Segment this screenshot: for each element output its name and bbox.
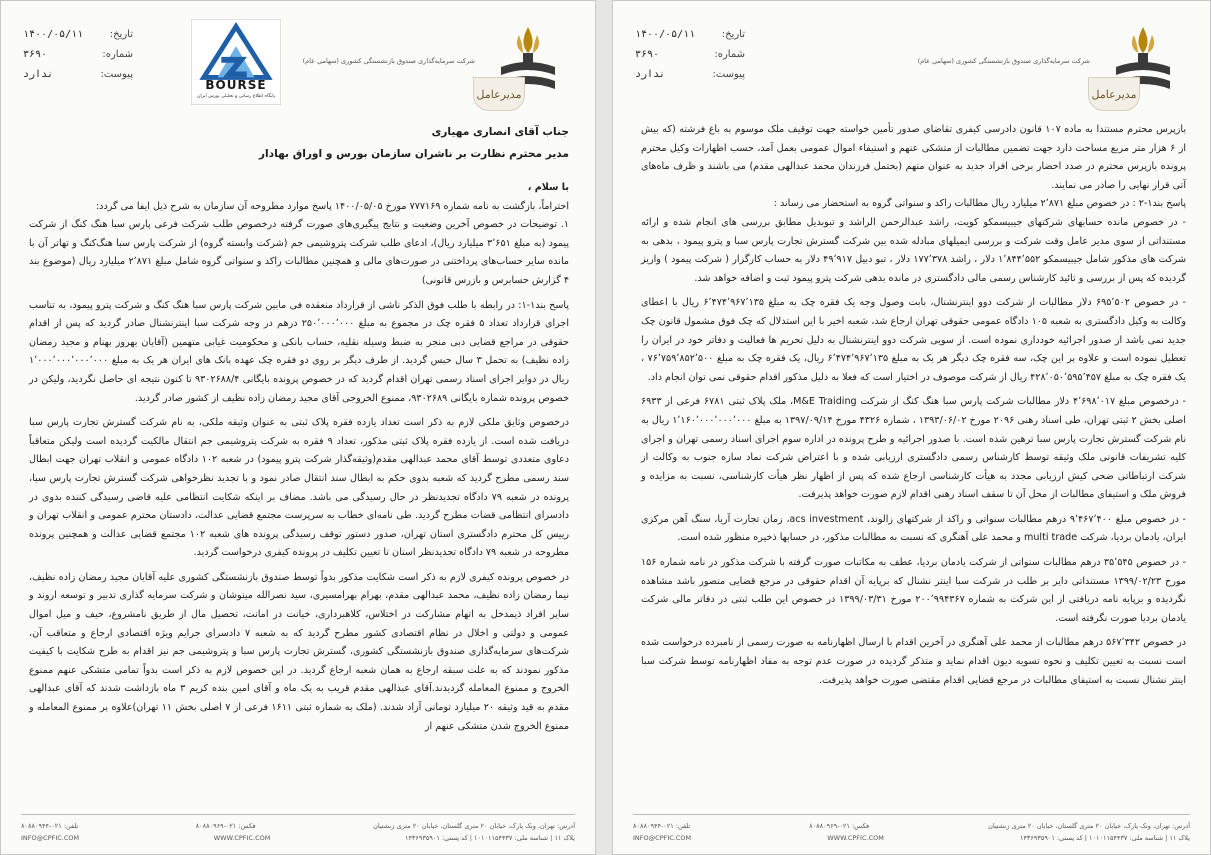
paragraph: پاسخ بند۱-۱: در رابطه با طلب فوق الذکر ناشی از قرارداد منعقده فی مابین شرکت پارس سبا هنگ کنگ و شرکت پترو پیمود، به تناسب اجرای قرارداد تعداد ۵ فقره چک در مجموع به مبلغ ۲۵۰٬۰۰۰٬۰۰۰ درهم در وجه شرکت سبا اینترنشنال صادر گردید که پس از اقدام حقوقی در مراجع قضایی دبی منجر به ضبط وسیله نقلیه، حساب بانکی و محکومیت غیابی متهمین (آقایان بهروز بهنام و مجید رمضان زاده نظیف) به تحمل ۳ سال حبس گردید. از طرف دیگر بر روی دو فقره چک عهده بانک های ایران هر یک به مبلغ ۱٬۰۰۰٬۰۰۰٬۰۰۰٬۰۰۰ ریال در دوایر اجرای اسناد رسمی تهران اقدام گردید که در خصوص پرونده بایگانی ۹۳۰۲۶۸۸/۴ تا کنون نتیجه ای حاصل نگردید، ولیکن در خصوص پرونده شماره بایگانی ۹۳۰۲۶۸۹، ممنوع الخروجی آقای مجید رمضان زاده نظیف از کشور صادر گردید. bbox=[29, 299, 570, 404]
ceo-badge: مدیرعامل bbox=[473, 77, 525, 111]
greeting: با سلام ، bbox=[527, 182, 569, 193]
footer-email: INFO@CPFIC.COM bbox=[21, 834, 80, 842]
footer-fax: فکس: ۰۲۱-۸۰۸۸۰۹۶۹ bbox=[195, 822, 256, 830]
date-label: تاریخ: bbox=[721, 29, 745, 40]
date-label: تاریخ: bbox=[109, 29, 133, 40]
date-value: ۱۴۰۰/۰۵/۱۱ bbox=[23, 29, 84, 40]
footer-web: WWW.CPFIC.COM bbox=[827, 834, 884, 842]
recipient-name: جناب آقای انصاری مهیاری bbox=[431, 126, 569, 138]
footer-plate: پلاک ۱۱ | شناسه ملی: ۱۰۱۰۱۱۵۴۴۳۷ | کد پستی: ۱۴۳۶۹۳۵۹۰۱ bbox=[1019, 834, 1190, 842]
paragraph: - درخصوص مبلغ ۴٬۶۹۸٬۰۱۷ دلار مطالبات شرکت پارس سبا هنگ کنگ از شرکت M&E Traiding، ملک پلاک ثبتی ۶۷۸۱ فرعی از ۶۹۳۳ اصلی بخش ۲ ثبتی تهران، طی اسناد رهنی ۲۰۹۶ مورخ ۱۳۹۳/۰۶/۰۲ ، شماره ۴۳۲۶ مورخ ۱۳۹۷/۰۹/۱۴ به مبلغ ۱٬۱۶۰٬۰۰۰٬۰۰۰٬۰۰۰ ریال به نام شرکت گسترش تجارت پارس سبا ترهین شده است. با صدور اجرائیه و طرح پرونده در اداره سوم اجرای اسناد رسمی تهران و اجرای کلیه تشریفات قانونی ملک وثیقه توسط کارشناس رسمی دادگستری ارزیابی شده و با اعتراض شرکت نماد سازه جنوب به وکالت از شرکت ارتباطاتی ضحی کیش ارزیابی مجدد به هیأت کارشناسی ارجاع شده که پس از اظهار نظر هیأت کارشناسی، نسبت به مزایده و فروش ملک و استیفای مطالبات از محل آن تا سقف اسناد رهنی اقدام لازم صورت خواهد پذیرفت. bbox=[641, 396, 1186, 501]
footer-address: آدرس: تهران، ونک پارک، خیابان ۲۰ متری گلستان، خیابان ۲۰ متری زنشتیان bbox=[373, 822, 575, 830]
letter-body bbox=[641, 121, 1186, 690]
attachment-label: پیوست: bbox=[100, 69, 133, 80]
letter-meta bbox=[635, 25, 745, 85]
paragraph: احتراماً، بازگشت به نامه شماره ۷۷۷۱۶۹ مورخ ۱۴۰۰/۰۵/۰۵ پاسخ موارد مطروحه آن سازمان به شرح ذیل ایفا می گردد: bbox=[95, 200, 569, 212]
date-value: ۱۴۰۰/۰۵/۱۱ bbox=[635, 29, 696, 40]
number-value: ۳۶۹۰ bbox=[23, 49, 48, 60]
company-name: شرکت سرمایه‌گذاری صندوق بازنشستگی کشوری (سهامی عام) bbox=[302, 57, 475, 65]
paragraph: در خصوص ۵۶۷٬۳۴۲ درهم مطالبات از محمد علی آهنگری در آخرین اقدام با ارسال اظهارنامه به صورت رسمی از نامبرده درخواست شده است نسبت به تعیین تکلیف و نحوه تسویه دیون اقدام نماید و متذکر گردیده در صورت عدم توجه به مفاد اظهارنامه توسط شرکت سبا اینتر نشنال نسبت به استیفای مطالبات در مرجع قضایی اقدام مقتضی صورت خواهد پذیرفت. bbox=[641, 637, 1187, 686]
footer-fax: فکس: ۰۲۱-۸۰۸۸۰۹۶۹ bbox=[809, 822, 870, 830]
ceo-badge: مدیرعامل bbox=[1088, 77, 1140, 111]
attachment-value: ندارد bbox=[635, 69, 666, 80]
letter-meta bbox=[23, 25, 133, 85]
company-name: شرکت سرمایه‌گذاری صندوق بازنشستگی کشوری (سهامی عام) bbox=[917, 57, 1090, 65]
letter-footer bbox=[633, 814, 1190, 844]
attachment-label: پیوست: bbox=[712, 69, 745, 80]
number-value: ۳۶۹۰ bbox=[635, 49, 660, 60]
paragraph: بازپرس محترم مستندا به ماده ۱۰۷ قانون دادرسی کیفری تقاضای صدور تأمین خواسته جهت توقیف ملک موسوم به باغ فرشته (که بیش از ۶ هزار متر مربع مساحت دارد جهت تضمین مطالبات از متشکی عنهم و استیفاء اموال عمومی بعمل آمد، حسب اظهارات وکیل محترم پرونده بازپرس محترم در صدد احضار برخی افراد جدید به عنوان متهم (بحتمل فرزندان محمد عبدالهی مقدم) می باشند و ظرف ماه‌های آتی قرار نهایی را صادر می نمایند. bbox=[641, 124, 1186, 191]
paragraph: پاسخ بند۱-۲ : در خصوص مبلغ ۲٬۸۷۱ میلیارد ریال مطالبات راکد و سنواتی گروه به استحضار می رساند : bbox=[773, 198, 1186, 210]
bourse-wordmark: BOURSE bbox=[205, 78, 267, 92]
letter-page-2 bbox=[0, 0, 596, 855]
attachment-value: ندارد bbox=[23, 69, 54, 80]
paragraph: - در خصوص مانده حسابهای شرکتهای جیبیسمکو کویت، راشد عبدالرحمن الراشد و تبوبدیل مطابق بررسی های انجام شده و ارائه مستنداتی از سوی مدیر عامل وقت شرکت و بررسی ایمیلهای مبادله شده بین شرکت گسترش تجارت پارس سبا و پترو پیمود ، بدهی به شرکت های مذکور شامل جیبیسمکو ۱٬۸۴۴٬۵۵۲ دلار ، راشد ۱۷۷٬۳۷۸ دلار ، تبو دبیل ۴۹٬۹۱۷ دلار به حساب کارگزار ( شرکت پیمود ) واریز گردیده که پس از بررسی و تائید کارشناس رسمی مالی دادگستری در مانده بدهی شرکت پترو پیمود ثبت و اضافه خواهد شد. bbox=[641, 216, 1187, 284]
footer-phone: تلفن: ۰۲۱-۸۰۸۸۰۹۴۴ bbox=[633, 822, 691, 830]
paragraph: درخصوص وثایق ملکی لازم به ذکر است تعداد یازده فقره پلاک ثبتی به عنوان وثیقه ملکی، به نام شرکت گسترش تجارت پارس سبا دریافت شده است. از یازده فقره پلاک ثبتی مذکور، تعداد ۹ فقره به شرکت پتروشیمی جم انتقال مالکیت گردیده است ولیکن متعاقباً دعاوی متعددی توسط آقای محمد عبدالهی مقدم(وثیقه‌گذار شرکت پترو پیمود) در شعبه ۱۰۲ دادگاه عمومی و انقلاب تهران جهت ابطال سند رسمی مطرح گردید که شعبه بدوی حکم به ابطال سند انتقال صادر نمود و با تجدید نظرخواهی شرکت گسترش تجارت پارس سبا، پرونده در شعبه ۷۹ دادگاه تجدیدنظر در حال رسیدگی می باشد. مضاف بر اینکه شکایت انتظامی علیه قاضی رسیدگی کننده بدوی در دادسرای انتظامی قضات مطرح گردید. طی نامه‌ای خطاب به سرپرست مجتمع قضایی عدالت، دادستان محترم عمومی و انقلاب تهران و رییس کل محترم دادگستری استان تهران، صدور دستور توقف رسیدگی پرونده های شعبه ۱۰۲ مجتمع قضایی عدالت و همچنین پرونده مطروحه در شعبه ۷۹ دادگاه تجدیدنظر استان تا تعیین تکلیف در پرونده کیفری درخواست گردید. bbox=[29, 417, 570, 559]
footer-email: INFO@CPFIC.COM bbox=[633, 834, 692, 842]
paragraph: - در خصوص مبلغ ۹٬۴۶۷٬۴۰۰ درهم مطالبات سنواتی و راکد از شرکتهای زالوند، acs investment، زمان تجارت آریا، سنگ آهن مرکزی ایران، یادمان بردیا، شرکت multi trade و محمد علی آهنگری که نسبت به مطالبات مذکور، در حسابها ذخیره منظور شده است. bbox=[641, 513, 1186, 544]
bourse-emblem-icon bbox=[192, 20, 280, 82]
footer-address: آدرس: تهران، ونک پارک، خیابان ۲۰ متری گلستان، خیابان ۲۰ متری زنشتیان bbox=[988, 822, 1190, 830]
footer-web: WWW.CPFIC.COM bbox=[213, 834, 271, 842]
paragraph: - در خصوص ۶۹۵٬۵۰۲ دلار مطالبات از شرکت دوو اینترنشنال، بابت وصول وجه یک فقره چک به مبلغ ۶٬۴۷۴٬۹۶۷٬۱۳۵ ریال با اعطای وکالت به وکیل دادگستری به شعبه ۱۰۵ دادگاه عمومی حقوقی تهران ارجاع شد، شعبه اخیر با این استدلال که چک فوق مشمول قانون چک جدید نمی باشد از صدور اجرائیه خودداری نموده است. از سویی شرکت دوو اینترنشنال به دلیل تحریم ها فعالیت و دفاتر خود در ایران را تعطیل نموده است و علاوه بر این چک، سه فقره چک دیگر هر یک به مبلغ ۶٬۴۷۴٬۹۶۷٬۱۳۵ ریال، یک فقره چک به مبلغ ۷۶٬۷۵۹٬۸۵۲٬۵۰۰ ، یک فقره چک به مبلغ ۴۲۸٬۰۵۰٬۵۹۵٬۴۵۷ ریال از شرکت موصوف در اختیار است که فعلا به دلیل مذکور اقدام حقوقی نمی توان انجام داد. bbox=[641, 297, 1186, 383]
bourse-tagline: پایگاه اطلاع رسانی و تحلیلی بورس ایران bbox=[197, 94, 275, 99]
paragraph: - در خصوص ۳۵٬۵۴۵ درهم مطالبات سنواتی از شرکت یادمان بردیا، عطف به مکاتبات صورت گرفته با شرکت مذکور در نامه شماره ۱۵۶ مورخ ۱۳۹۹/۰۲/۲۳ مستنداتی دایر بر طلب در شرکت سبا اینتر نشنال که برپایه آن اقدام حقوقی در مرجع قضایی متصور باشد مشاهده نگردیده و برپایه نامه دریافتی از این شرکت به شماره ۲۰۰٬۹۹۴۳۶۷ مورخ ۱۳۹۹/۰۳/۳۱ در خصوص این طلب ثبتی در دفاتر مالی شرکت یادمان بردیا صورت نگرفته است. bbox=[641, 557, 1186, 624]
paragraph: در خصوص پرونده کیفری لازم به ذکر است شکایت مذکور بدواً توسط صندوق بازنشستگی کشوری علیه آقایان مجید رمضان زاده نظیف، نیما رمضان زاده نظیف، محمد عبدالهی مقدم، بهرام بهرامسیری، سید نصرالله مینوشان و شرکت سرمایه گذاری تدبیر و توسعه اروند و سایر افراد ذیمدخل به اتهام مشارکت در اختلاس، کلاهبرداری، خیانت در امانت، تحصیل مال از طریق نامشروع، حیف و میل اموال عمومی و دولتی و اخلال در نظام اقتصادی کشور مطرح گردید که به شعبه ۷ دادسرای جرایم ویژه اقتصادی ارجاع و متعاقب آن، شرکت‌های سرمایه‌گذاری صندوق بازنشستگی کشوری، گسترش تجارت پارس سبا و پتروشیمی جم نیز اقدام به طرح شکایت با کیفیت مذکور نمودند که به علت سبقه ارجاع به همان شعبه ارجاع گردید. در این خصوص لازم به ذکر است بدواً تمامی متشکی عنهم ممنوع الخروج و ممنوع المعامله گردیدند.آقای عبدالهی مقدم قریب به یک ماه و آقای امین بنده کریم ۳ ماه بازداشت شدند که آقای عبدالهی مقدم به قید وثیقه ۲۰ میلیارد تومانی آزاد شدند. (ملک به شماره ثبتی ۱۶۱۱ فرعی از ۷ اصلی بخش ۱۱ تهران)علاوه بر ممنوع المعامله و ممنوع الخروج شدن متشکی عنهم از bbox=[29, 571, 569, 732]
letter-footer bbox=[21, 814, 575, 844]
number-label: شماره: bbox=[102, 49, 133, 60]
recipient-title: مدیر محترم نظارت بر ناشران سازمان بورس و اوراق بهادار bbox=[258, 148, 569, 160]
page-gutter bbox=[596, 0, 612, 855]
letter-body bbox=[29, 121, 569, 736]
bourse-logo bbox=[191, 19, 281, 105]
letter-page-1 bbox=[612, 0, 1211, 855]
number-label: شماره: bbox=[714, 49, 745, 60]
footer-phone: تلفن: ۰۲۱-۸۰۸۸۰۹۴۴ bbox=[21, 822, 79, 830]
paragraph: ۱. توضیحات در خصوص آخرین وضعیت و نتایج پیگیری‌های صورت گرفته درخصوص طلب شرکت فرعی پارس سبا هنگ کنگ از شرکت پیمود (به مبلغ ۳٬۶۵۱ میلیارد ریال)، ادعای طلب شرکت پتروشیمی جم (شرکت وابسته گروه) از شرکت پارس سبا هنگ‌کنگ و تهاتر آن با مانده سایر حساب‌های پرداختنی در صورت‌های مالی و همچنین مطالبات راکد و سنواتی گروه شامل مبلغ ۲٬۸۷۱ میلیارد ریال (موضوع بند ۴ گزارش حسابرس و بازرس قانونی) bbox=[29, 219, 570, 286]
footer-plate: پلاک ۱۱ | شناسه ملی: ۱۰۱۰۱۱۵۴۴۳۷ | کد پستی: ۱۴۳۶۹۳۵۹۰۱ bbox=[404, 834, 575, 842]
